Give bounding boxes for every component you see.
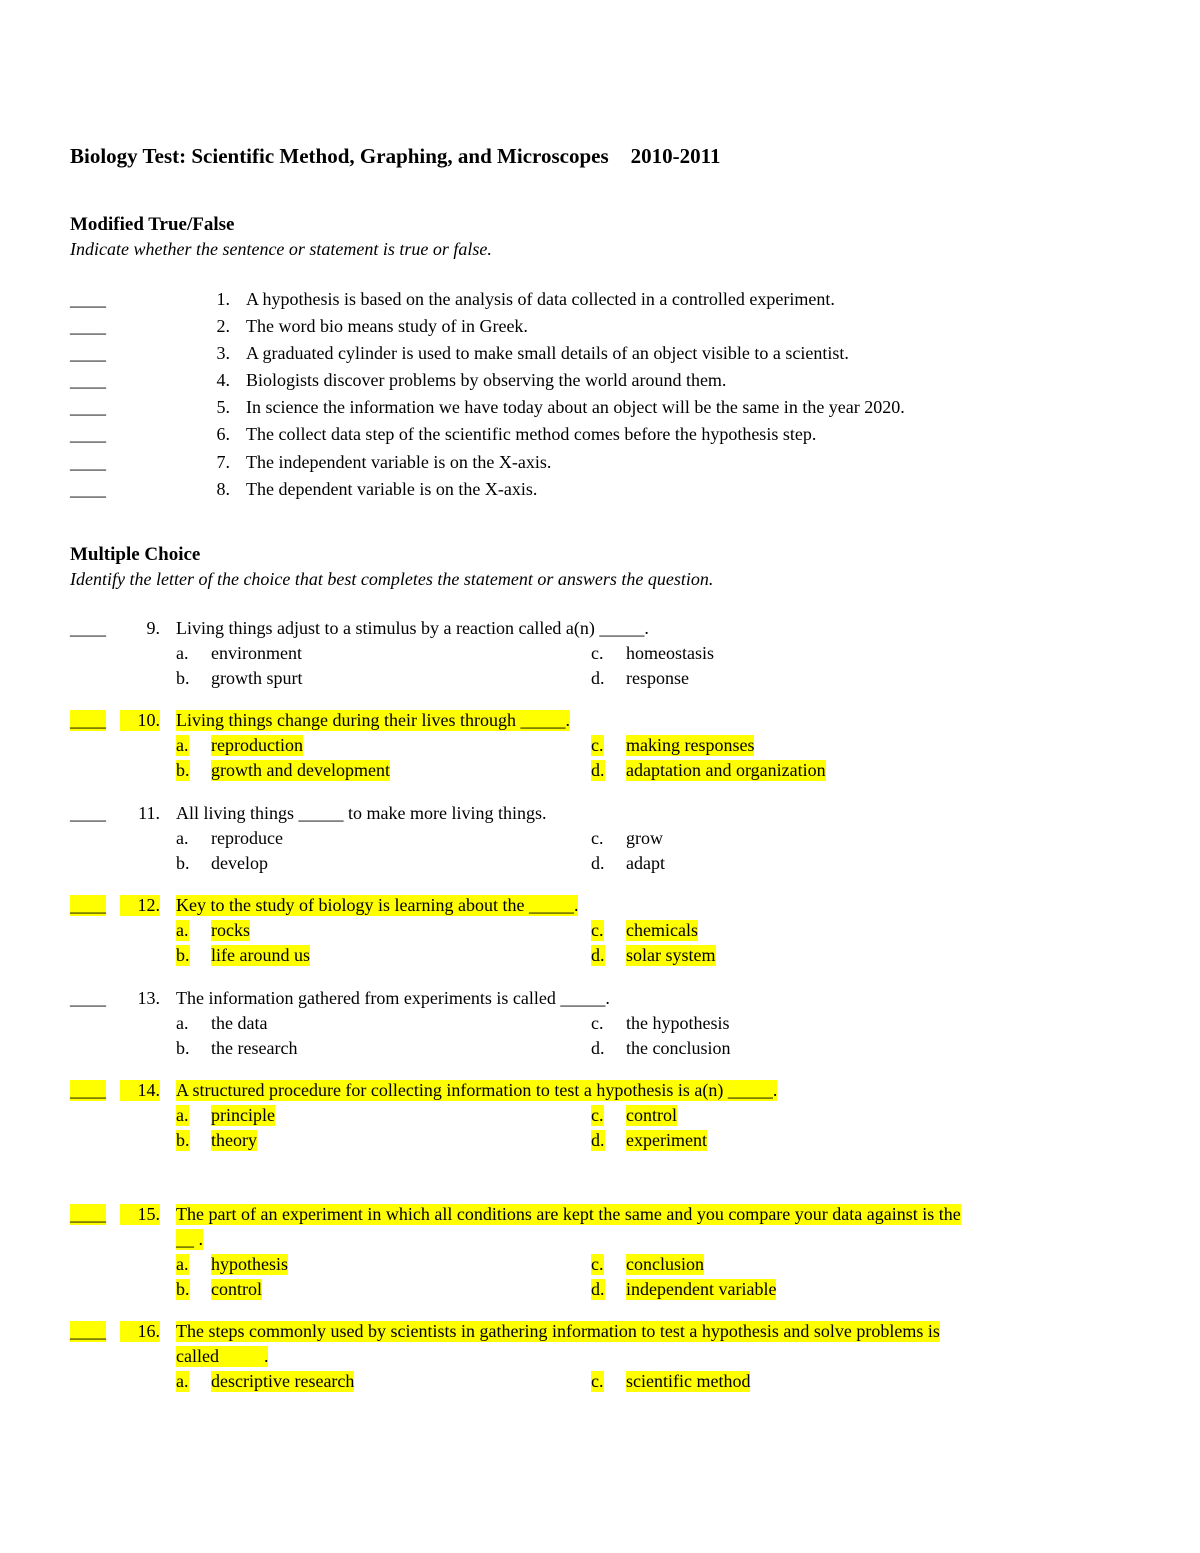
tf-item [70,289,1150,316]
choice-d: adaptation and organization [626,759,826,780]
answer-blank[interactable]: ____ [70,452,106,472]
choice-a: descriptive research [211,1371,355,1391]
choice-b: theory [211,1129,257,1150]
question-text: All living things _____ to make more living things. [176,803,547,823]
item-number: 1. [216,289,230,309]
choice-letter-b: b. [176,759,190,780]
answer-blank[interactable]: ____ [70,1321,106,1341]
tf-item [70,397,1150,424]
question-number: 10. [120,710,160,731]
choice-letter-a: a. [176,1105,189,1125]
question-number: 14. [120,1080,160,1101]
item-number: 7. [216,452,230,472]
answer-blank[interactable]: ____ [70,988,106,1008]
question-text-continued: __ . [176,1229,203,1249]
question-text: Living things change during their lives through _____. [176,710,570,730]
answer-blank[interactable]: ____ [70,1204,106,1224]
question-text: A structured procedure for collecting information to test a hypothesis is a(n) _____. [176,1080,778,1100]
choice-d: experiment [626,1129,707,1150]
tf-item [70,479,1150,506]
mc-question-14 [70,1080,1150,1154]
answer-blank[interactable]: ____ [70,316,106,336]
choice-letter-a: a. [176,1254,189,1274]
tf-item [70,370,1150,397]
question-text: The steps commonly used by scientists in gathering information to test a hypothesis and solve problems is [176,1321,940,1341]
choice-a: hypothesis [211,1254,289,1274]
choice-d: independent variable [626,1278,777,1299]
question-number: 11. [138,803,160,823]
question-text: The part of an experiment in which all conditions are kept the same and you compare your data against is the [176,1204,961,1224]
section-heading-multiple-choice: Multiple Choice [70,544,201,565]
choice-letter-c: c. [591,1013,604,1033]
mc-question-12 [70,895,1150,969]
choice-letter-d: d. [591,852,605,873]
choice-b: growth and development [211,759,390,780]
choice-letter-a: a. [176,920,189,940]
choice-c: homeostasis [626,643,714,663]
choice-letter-d: d. [591,759,605,780]
choice-c: scientific method [626,1371,751,1391]
item-number: 8. [216,479,230,499]
page-title [70,144,720,169]
mc-question-11 [70,803,1150,877]
choice-letter-c: c. [591,643,604,663]
title-text: Biology Test: Scientific Method, Graphing, and Microscopes [70,144,609,168]
choice-letter-a: a. [176,643,189,663]
answer-blank[interactable]: ____ [70,618,106,638]
question-text-continued: called . [176,1346,269,1366]
answer-blank[interactable]: ____ [70,895,106,915]
section-heading-true-false: Modified True/False [70,214,235,235]
section-instruction-multiple-choice: Identify the letter of the choice that best completes the statement or answers the question. [70,569,714,589]
choice-b: growth spurt [211,667,303,688]
item-text: A hypothesis is based on the analysis of data collected in a controlled experiment. [246,289,835,309]
choice-a: reproduce [211,828,283,848]
choice-b: control [211,1278,262,1299]
choice-d: adapt [626,852,665,873]
choice-letter-b: b. [176,1278,190,1299]
item-text: The collect data step of the scientific method comes before the hypothesis step. [246,424,817,444]
choice-c: the hypothesis [626,1013,730,1033]
answer-blank[interactable]: ____ [70,803,106,823]
choice-b: develop [211,852,268,873]
choice-letter-d: d. [591,667,605,688]
answer-blank[interactable]: ____ [70,1080,106,1100]
choice-c: conclusion [626,1254,704,1274]
choice-letter-d: d. [591,1278,605,1299]
choice-a: principle [211,1105,275,1125]
choice-a: rocks [211,920,250,940]
item-number: 6. [216,424,230,444]
answer-blank[interactable]: ____ [70,424,106,444]
choice-c: grow [626,828,663,848]
choice-letter-c: c. [591,1371,604,1391]
choice-a: the data [211,1013,268,1033]
choice-letter-b: b. [176,1129,190,1150]
title-year: 2010-2011 [630,144,721,168]
choice-letter-b: b. [176,1037,190,1058]
question-text: The information gathered from experiments is called _____. [176,988,610,1008]
tf-item [70,343,1150,370]
answer-blank[interactable]: ____ [70,343,106,363]
choice-letter-a: a. [176,828,189,848]
question-text: Living things adjust to a stimulus by a reaction called a(n) _____. [176,618,649,638]
choice-letter-c: c. [591,920,604,940]
choice-letter-d: d. [591,944,605,965]
answer-blank[interactable]: ____ [70,479,106,499]
question-number: 9. [146,618,160,638]
choice-letter-c: c. [591,828,604,848]
mc-question-9 [70,618,1150,692]
tf-item [70,452,1150,479]
choice-letter-c: c. [591,1254,604,1274]
answer-blank[interactable]: ____ [70,289,106,309]
item-number: 4. [216,370,230,390]
choice-letter-b: b. [176,852,190,873]
question-number: 16. [120,1321,160,1342]
mc-question-10 [70,710,1150,784]
question-number: 13. [137,988,160,1008]
choice-a: reproduction [211,735,303,755]
choice-b: life around us [211,944,310,965]
tf-item [70,424,1150,451]
choice-c: chemicals [626,920,698,940]
item-number: 2. [216,316,230,336]
choice-letter-a: a. [176,1371,189,1391]
answer-blank[interactable]: ____ [70,397,106,417]
tf-item [70,316,1150,343]
choice-letter-c: c. [591,1105,604,1125]
choice-d: the conclusion [626,1037,731,1058]
choice-letter-d: d. [591,1129,605,1150]
item-text: The independent variable is on the X-axis. [246,452,552,472]
item-text: A graduated cylinder is used to make small details of an object visible to a scientist. [246,343,849,363]
mc-question-13 [70,988,1150,1062]
item-text: Biologists discover problems by observing the world around them. [246,370,727,390]
mc-question-16 [70,1321,1150,1396]
choice-letter-d: d. [591,1037,605,1058]
choice-letter-b: b. [176,667,190,688]
mc-question-15 [70,1204,1150,1303]
choice-d: response [626,667,689,688]
choice-b: the research [211,1037,298,1058]
choice-letter-a: a. [176,1013,189,1033]
question-number: 15. [120,1204,160,1225]
choice-letter-c: c. [591,735,604,755]
item-text: In science the information we have today about an object will be the same in the year 2020. [246,397,905,417]
item-number: 5. [216,397,230,417]
choice-a: environment [211,643,302,663]
choice-letter-a: a. [176,735,189,755]
question-text: Key to the study of biology is learning about the _____. [176,895,579,915]
answer-blank[interactable]: ____ [70,710,106,730]
item-text: The dependent variable is on the X-axis. [246,479,538,499]
answer-blank[interactable]: ____ [70,370,106,390]
section-instruction-true-false: Indicate whether the sentence or statement is true or false. [70,239,492,259]
choice-c: making responses [626,735,755,755]
choice-c: control [626,1105,677,1125]
item-text: The word bio means study of in Greek. [246,316,528,336]
choice-d: solar system [626,944,716,965]
question-number: 12. [120,895,160,916]
item-number: 3. [216,343,230,363]
choice-letter-b: b. [176,944,190,965]
